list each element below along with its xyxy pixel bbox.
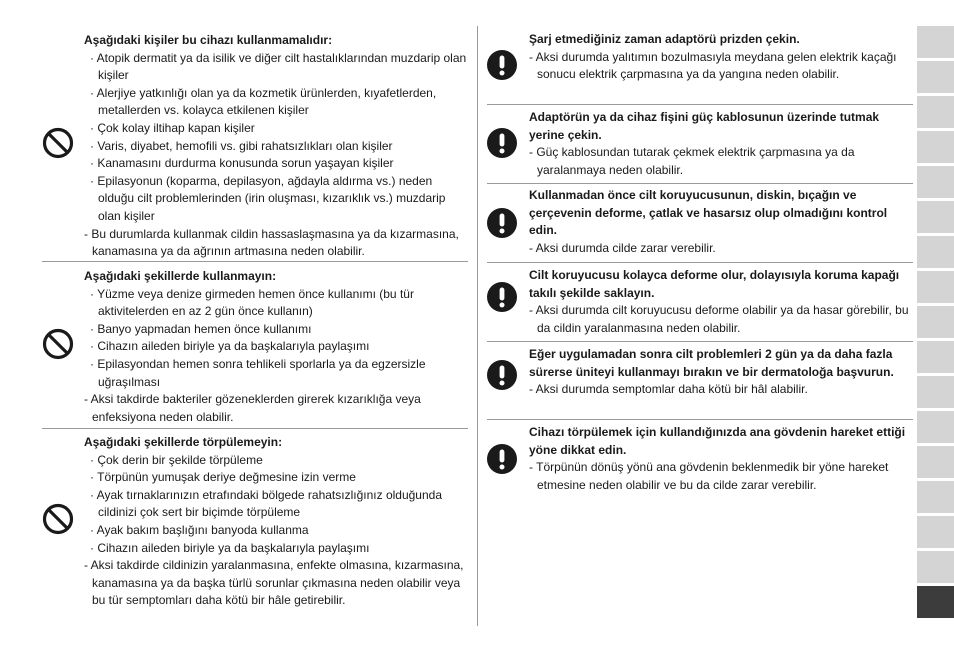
section-note: - Aksi durumda cilt koruyucusu deforme olabilir ya da hasar görebilir, bu da cildin yaralanmasına neden olabilir.: [529, 303, 909, 335]
section-heading: Adaptörün ya da cihaz fişini güç kablosunun üzerinde tutmak yerine çekin.: [529, 110, 880, 142]
exclamation-icon: [487, 360, 517, 390]
section-body: [529, 267, 913, 337]
exclamation-icon: [487, 208, 517, 238]
section-body: [529, 424, 913, 494]
chapter-tab: [917, 201, 954, 233]
chapter-tab: [917, 166, 954, 198]
list-item: · Alerjiye yatkınlığı olan ya da kozmetik ürünlerden, kıyafetlerden, metallerden vs. kolayca etkilenen kişiler: [90, 85, 437, 118]
list-item: · Çok kolay iltihap kapan kişiler: [90, 120, 255, 135]
section-body: [84, 32, 468, 261]
list-item: · Epilasyondan hemen sonra tehlikeli sporlarla ya da egzersizle uğraşılması: [90, 356, 426, 389]
chapter-tab: [917, 551, 954, 583]
prohibition-icon: [42, 503, 74, 535]
section-body: [529, 31, 913, 84]
section-direction: [487, 420, 913, 510]
chapter-tab: [917, 271, 954, 303]
section-body: [529, 346, 913, 399]
list-item: · Ayak tırnaklarınızın etrafındaki bölgede rahatsızlığınız olduğunda cildinizi çok sert bir biçimde törpüleme: [90, 487, 442, 520]
list-item: · Çok derin bir şekilde törpüleme: [90, 452, 263, 467]
section-check-parts: [487, 184, 913, 263]
list-item: · Yüzme veya denize girmeden hemen önce kullanımı (bu tür aktivitelerden en az 2 gün önce kullanın): [90, 286, 414, 319]
exclamation-icon: [487, 444, 517, 474]
chapter-tab: [917, 131, 954, 163]
section-heading: Aşağıdaki kişiler bu cihazı kullanmamalıdır:: [84, 33, 333, 47]
section-heading: Aşağıdaki şekillerde kullanmayın:: [84, 269, 277, 283]
column-divider: [477, 26, 478, 626]
list-item: · Cihazın aileden biriyle ya da başkalarıyla paylaşımı: [90, 540, 370, 555]
list-item: · Epilasyonun (koparma, depilasyon, ağdayla aldırma vs.) neden olduğu cilt problemlerinden (irin oluşması, kızarıklık vs.) muzdarip olan kişiler: [90, 173, 446, 223]
list-item: · Atopik dermatit ya da isilik ve diğer cilt hastalıklarından muzdarip olan kişiler: [90, 50, 467, 83]
chapter-tab: [917, 411, 954, 443]
section-heading: Kullanmadan önce cilt koruyucusunun, diskin, bıçağın ve çerçevenin deforme, çatlak ve hasarsız olup olmadığını kontrol edin.: [529, 188, 888, 238]
section-note: - Aksi durumda yalıtımın bozulmasıyla meydana gelen elektrik kaçağı sonucu elektrik çarpmasına ya da yangına neden olabilir.: [529, 49, 897, 82]
chapter-tab: [917, 96, 954, 128]
list-item: · Kanamasını durdurma konusunda sorun yaşayan kişiler: [90, 156, 394, 171]
chapter-tab: [917, 26, 954, 58]
section-heading: Cihazı törpülemek için kullandığınızda ana gövdenin hareket ettiği yöne dikkat edin.: [529, 425, 906, 457]
chapter-tab: [917, 236, 954, 268]
section-note: - Aksi durumda semptomlar daha kötü bir hâl alabilir.: [529, 382, 808, 397]
right-column: [487, 26, 913, 510]
chapter-tab: [917, 446, 954, 478]
list-item: · Cihazın aileden biriyle ya da başkalarıyla paylaşımı: [90, 339, 370, 354]
chapter-tab: [917, 341, 954, 373]
section-body: [529, 187, 913, 257]
section-filing: [42, 429, 468, 619]
list-item: · Ayak bakım başlığını banyoda kullanma: [90, 522, 309, 537]
section-body: [84, 268, 468, 426]
chapter-tab: [917, 516, 954, 548]
section-heading: Şarj etmediğiniz zaman adaptörü prizden çekin.: [529, 32, 800, 46]
section-usage: [42, 262, 468, 429]
section-body: [529, 109, 913, 179]
list-item: · Törpünün yumuşak deriye değmesine izin verme: [90, 470, 356, 485]
chapter-tab-index: [917, 26, 954, 621]
section-body: [84, 434, 468, 610]
section-note: - Aksi durumda cilde zarar verebilir.: [529, 240, 716, 255]
chapter-tab: [917, 376, 954, 408]
section-note: - Aksi takdirde bakteriler gözeneklerden girerek kızarıklığa veya enfeksiyona neden olabilir.: [84, 392, 421, 424]
chapter-tab-active: [917, 586, 954, 618]
section-unplug-adapter: [487, 26, 913, 105]
section-protective-cap: [487, 263, 913, 342]
section-note: - Bu durumlarda kullanmak cildin hassaslaşmasına ya da kızarmasına, kanamasına ya da ağrının artmasına neden olabilir.: [84, 226, 459, 259]
left-column: [42, 26, 468, 619]
exclamation-icon: [487, 128, 517, 158]
section-heading: Eğer uygulamadan sonra cilt problemleri 2 gün ya da daha fazla sürerse üniteyi kullanmayı bırakın ve bir dermatoloğa başvurun.: [529, 347, 894, 379]
section-note: - Güç kablosundan tutarak çekmek elektrik çarpmasına ya da yaralanmaya neden olabilir.: [529, 145, 855, 177]
prohibition-icon: [42, 328, 74, 360]
exclamation-icon: [487, 50, 517, 80]
section-heading: Aşağıdaki şekillerde törpülemeyin:: [84, 435, 283, 449]
list-item: · Banyo yapmadan hemen önce kullanımı: [90, 321, 312, 336]
section-pull-plug: [487, 105, 913, 184]
chapter-tab: [917, 306, 954, 338]
chapter-tab: [917, 481, 954, 513]
section-heading: Cilt koruyucusu kolayca deforme olur, dolayısıyla koruma kapağı takılı şekilde saklayın.: [529, 268, 900, 300]
chapter-tab: [917, 61, 954, 93]
exclamation-icon: [487, 282, 517, 312]
section-note: - Törpünün dönüş yönü ana gövdenin beklenmedik bir yöne hareket etmesine neden olabilir ve bu da cilde zarar verebilir.: [529, 460, 889, 492]
section-users: [42, 26, 468, 262]
section-skin-problems: [487, 342, 913, 420]
section-note: - Aksi takdirde cildinizin yaralanmasına, enfekte olmasına, kızarmasına, kanamasına ya da başka türlü sorunlar çıkmasına neden olabilir veya bu tür semptomları daha kötü bir hâle getirebilir.: [84, 558, 464, 608]
prohibition-icon: [42, 127, 74, 159]
list-item: · Varis, diyabet, hemofili vs. gibi rahatsızlıkları olan kişiler: [90, 138, 393, 153]
